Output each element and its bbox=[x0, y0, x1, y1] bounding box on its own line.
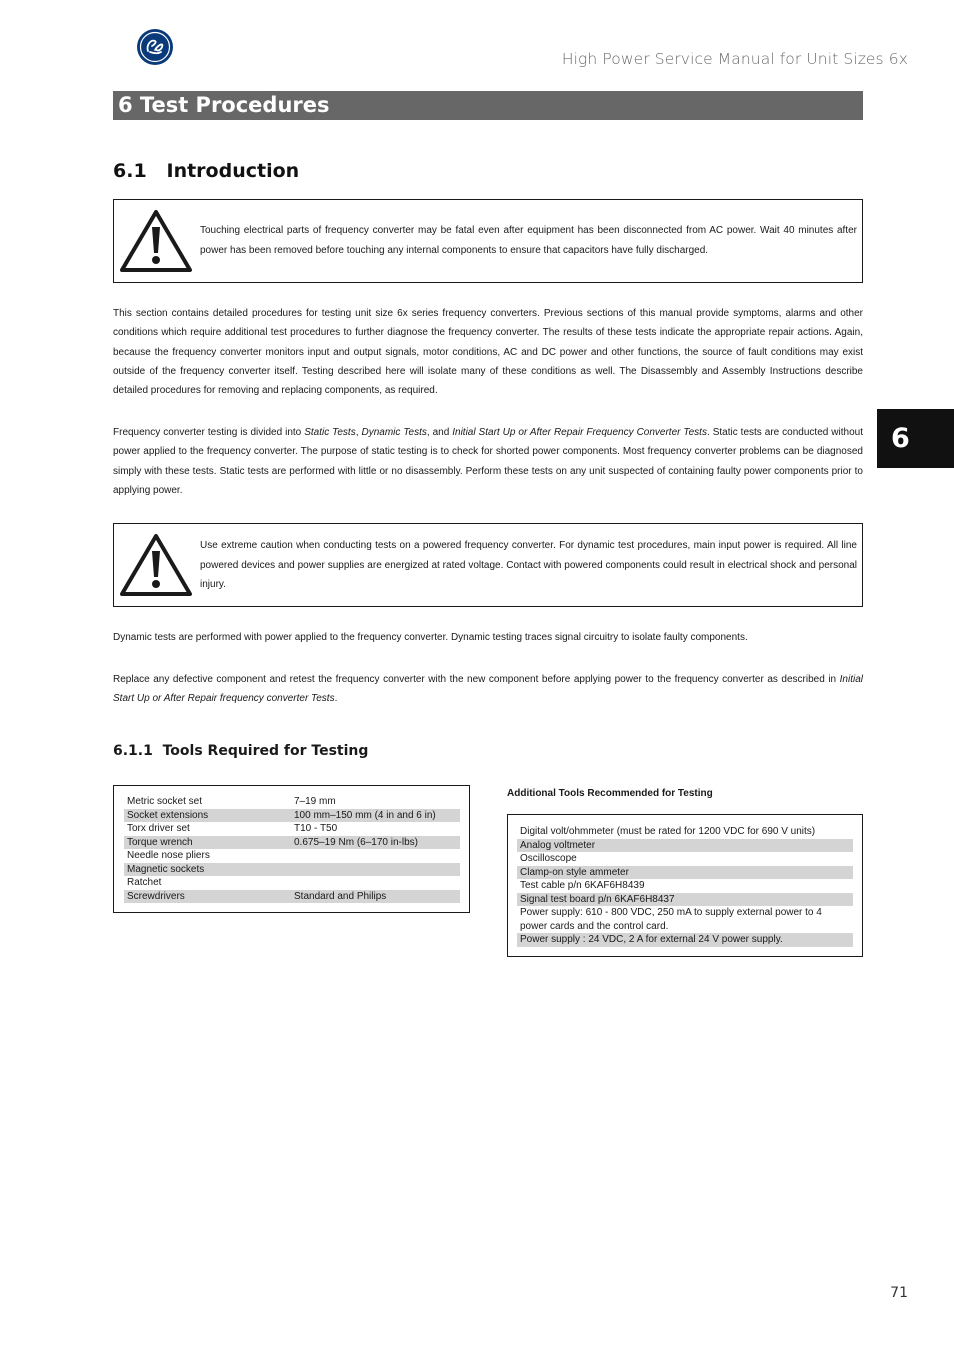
tools-table-box bbox=[113, 785, 470, 913]
text-span: Frequency converter testing is divided into bbox=[113, 427, 305, 438]
header-title: High Power Service Manual for Unit Sizes 6x bbox=[561, 50, 908, 68]
table-row bbox=[124, 822, 460, 836]
warning-text: Use extreme caution when conducting tests on a powered frequency converter. For dynamic test procedures, main input power is required. All line powered devices and power supplies are energized at rated voltage. Contact with powered components could result in electrical shock and personal injury. bbox=[200, 540, 857, 590]
tool-name-cell: Magnetic sockets bbox=[124, 863, 291, 877]
tool-spec-cell bbox=[291, 876, 460, 890]
ge-logo bbox=[136, 28, 174, 66]
list-item: Power supply : 24 VDC, 2 A for external 24 V power supply. bbox=[517, 933, 853, 947]
warning-triangle-icon bbox=[119, 533, 193, 597]
tool-name-cell: Torx driver set bbox=[127, 823, 190, 834]
tool-spec-cell bbox=[291, 849, 460, 863]
tool-name-cell: Socket extensions bbox=[124, 809, 291, 823]
emphasis-static-tests: Static Tests bbox=[304, 427, 356, 438]
tool-spec-cell: 0.675–19 Nm (6–170 in-lbs) bbox=[291, 836, 460, 850]
tool-spec-cell bbox=[291, 863, 460, 877]
text-span: . Static tests are conducted without power applied to the frequency converter. The purpose of static testing is to check for shorted power components. Most frequency converter problems can be diagnosed simply with these tests. Static tests are performed with little or no disassembly. Perform these tests on any unit suspected of containing faulty power components prior to applying power. bbox=[113, 427, 863, 496]
table-row bbox=[124, 836, 460, 850]
table-row bbox=[124, 809, 460, 823]
table-row bbox=[124, 849, 460, 863]
replace-component-paragraph bbox=[113, 670, 863, 709]
warning-box bbox=[113, 523, 863, 607]
emphasis-dynamic-tests: Dynamic Tests bbox=[361, 427, 427, 438]
tool-name-cell: Metric socket set bbox=[127, 796, 203, 807]
emphasis-initial-startup-tests: Initial Start Up or After Repair frequency converter Tests bbox=[113, 674, 863, 705]
list-item: Clamp-on style ammeter bbox=[517, 866, 853, 880]
text-span: Replace any defective component and retest the frequency converter with the new component before applying power to the frequency converter as described in bbox=[113, 674, 840, 685]
warning-triangle-icon bbox=[119, 209, 193, 273]
section-title: 6.1 Introduction bbox=[113, 160, 300, 182]
warning-text: Touching electrical parts of frequency converter may be fatal even after equipment has been disconnected from AC power. Wait 40 minutes after power has been removed before touching any internal components to ensure that capacitors have fully discharged. bbox=[200, 225, 857, 256]
emphasis-initial-startup-tests: Initial Start Up or After Repair Frequency Converter Tests bbox=[452, 427, 707, 438]
chapter-tab: 6 bbox=[877, 409, 954, 468]
list-item: Test cable p/n 6KAF6H8439 bbox=[520, 880, 645, 891]
ge-logo-icon bbox=[136, 28, 174, 66]
warning-box bbox=[113, 199, 863, 283]
text-span: , bbox=[355, 427, 362, 438]
tool-spec-cell: 100 mm–150 mm (4 in and 6 in) bbox=[291, 809, 460, 823]
subsection-title: 6.1.1 Tools Required for Testing bbox=[113, 743, 369, 759]
testing-overview-paragraph bbox=[113, 423, 863, 500]
list-item: Power supply: 610 - 800 VDC, 250 mA to supply external power to 4 power cards and the control card. bbox=[520, 907, 822, 932]
table-row bbox=[124, 863, 460, 877]
tools-table bbox=[124, 795, 460, 903]
page-number: 71 bbox=[890, 1285, 908, 1301]
dynamic-tests-paragraph: Dynamic tests are performed with power applied to the frequency converter. Dynamic testing traces signal circuitry to isolate faulty components. bbox=[113, 632, 748, 643]
additional-tools-list bbox=[517, 825, 853, 947]
tool-name-cell: Needle nose pliers bbox=[127, 850, 210, 861]
list-item: Oscilloscope bbox=[520, 853, 577, 864]
text-span: . bbox=[334, 693, 338, 705]
list-item: Digital volt/ohmmeter (must be rated for 1200 VDC for 690 V units) bbox=[520, 826, 816, 837]
table-row bbox=[124, 795, 460, 809]
additional-tools-title: Additional Tools Recommended for Testing bbox=[507, 788, 713, 799]
tool-name-cell: Ratchet bbox=[127, 877, 162, 888]
additional-tools-box bbox=[507, 814, 863, 957]
tool-spec-cell: 7–19 mm bbox=[294, 796, 336, 807]
text-span: , and bbox=[426, 427, 453, 438]
table-row bbox=[124, 876, 460, 890]
intro-paragraph: This section contains detailed procedures for testing unit size 6x series frequency converters. Previous sections of this manual provide symptoms, alarms and other conditions which require additional test procedures to further diagnose the frequency converter. The results of these tests indicate the appropriate repair actions. Again, because the frequency converter monitors input and output signals, motor conditions, AC and DC power and other functions, the source of fault conditions may exist outside of the frequency converter itself. Testing described here will isolate many of these conditions as well. The Disassembly and Assembly Instructions describe detailed procedures for removing and replacing components, as required. bbox=[113, 308, 863, 397]
tool-spec-cell: Standard and Philips bbox=[291, 890, 460, 904]
table-row bbox=[124, 890, 460, 904]
tool-name-cell: Torque wrench bbox=[124, 836, 291, 850]
tool-name-cell: Screwdrivers bbox=[124, 890, 291, 904]
chapter-title: 6 Test Procedures bbox=[113, 91, 863, 120]
list-item: Analog voltmeter bbox=[517, 839, 853, 853]
tool-spec-cell: T10 - T50 bbox=[294, 823, 338, 834]
list-item: Signal test board p/n 6KAF6H8437 bbox=[517, 893, 853, 907]
